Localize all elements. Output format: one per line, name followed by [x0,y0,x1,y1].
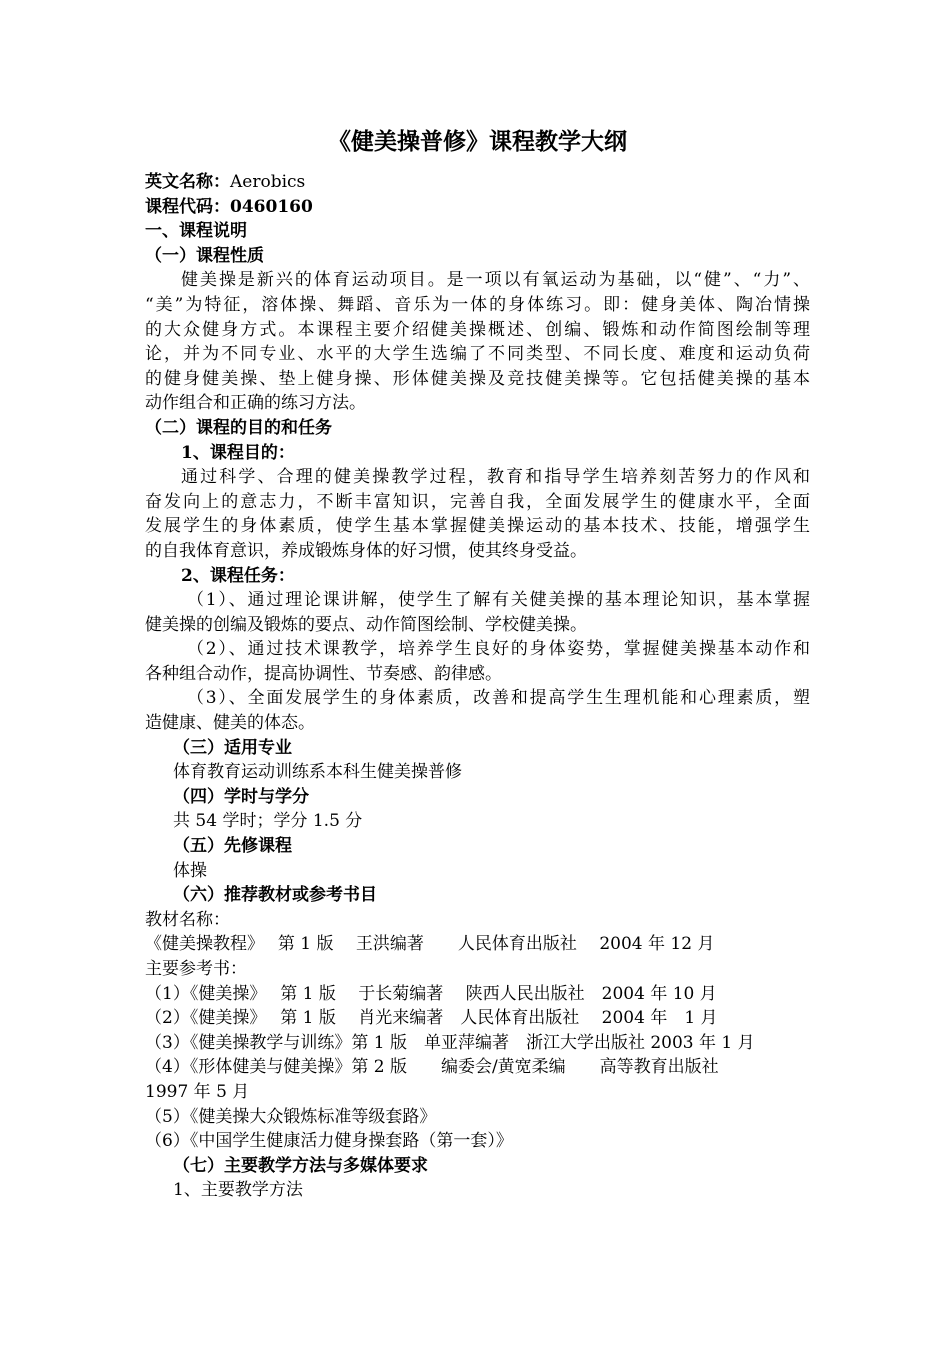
paragraph-line: 论，并为不同专业、水平的大学生选编了不同类型、不同长度、难度和运动负荷 [145,344,810,365]
heading-course-nature: （一）课程性质 [145,245,264,266]
teaching-methods-text: 1、主要教学方法 [173,1180,303,1201]
heading-recommended-books: （六）推荐教材或参考书目 [173,885,377,906]
paragraph-line: 动作组合和正确的练习方法。 [145,393,366,414]
task-line: 造健康、健美的体态。 [145,713,315,734]
reference-item: 1997 年 5 月 [145,1081,250,1102]
paragraph-line: 的大众健身方式。本课程主要介绍健美操概述、创编、锻炼和动作简图绘制等理 [145,319,810,340]
textbook-label: 教材名称： [145,909,230,930]
paragraph-line: 健美操是新兴的体育运动项目。是一项以有氧运动为基础，以“健”、“力”、 [181,270,810,291]
task-line: 各种组合动作，提高协调性、节奏感、韵律感。 [145,663,502,684]
reference-item: （5）《健美操大众锻炼标准等级套路》 [145,1106,437,1127]
reference-item: （1）《健美操》 第 1 版 于长菊编著 陕西人民出版社 2004 年 10 月 [145,983,717,1004]
course-code-value: 0460160 [230,196,313,217]
heading-applicable-major: （三）适用专业 [173,737,292,758]
heading-teaching-methods: （七）主要教学方法与多媒体要求 [173,1155,428,1176]
heading-prerequisites: （五）先修课程 [173,836,292,857]
english-name-value: Aerobics [230,172,306,192]
reference-item: （2）《健美操》 第 1 版 肖光来编著 人民体育出版社 2004 年 1 月 [145,1008,718,1029]
english-name-label: 英文名称： [145,172,230,192]
subheading-course-tasks: 2、课程任务： [181,565,295,586]
task-line: 健美操的创编及锻炼的要点、动作简图绘制、学校健美操。 [145,614,587,635]
subheading-course-purpose: 1、课程目的： [181,442,295,463]
applicable-major-text: 体育教育运动训练系本科生健美操普修 [173,762,462,783]
references-label: 主要参考书： [145,959,247,979]
paragraph-line: 通过科学、合理的健美操教学过程，教育和指导学生培养刻苦努力的作风和 [181,467,810,488]
course-code-label: 课程代码： [145,196,230,217]
document-title: 《健美操普修》课程教学大纲 [328,128,627,155]
english-name-line [145,170,810,195]
paragraph-line: 发展学生的身体素质，使学生基本掌握健美操运动的基本技术、技能，增强学生 [145,516,810,537]
hours-credits-text: 共 54 学时；学分 1.5 分 [173,811,363,832]
reference-item: （6）《中国学生健康活力健身操套路（第一套）》 [145,1131,513,1152]
task-line: （1）、通过理论课讲解，使学生了解有关健美操的基本理论知识，基本掌握 [187,590,810,611]
course-code-line [145,195,810,220]
section-heading-course-description: 一、课程说明 [145,221,247,242]
textbook-entry: 《健美操教程》 第 1 版 王洪编著 人民体育出版社 2004 年 12 月 [145,934,715,955]
document-body [145,126,810,1203]
paragraph-line: 奋发向上的意志力，不断丰富知识，完善自我，全面发展学生的健康水平，全面 [145,491,810,512]
task-line: （3）、全面发展学生的身体素质，改善和提高学生生理机能和心理素质，塑 [187,688,810,709]
paragraph-line: 的健身健美操、垫上健身操、形体健美操及竞技健美操等。它包括健美操的基本 [145,368,810,389]
paragraph-line: 的自我体育意识，养成锻炼身体的好习惯，使其终身受益。 [145,540,587,561]
prerequisites-text: 体操 [173,860,207,881]
reference-item: （3）《健美操教学与训练》第 1 版 单亚萍编著 浙江大学出版社 2003 年 1 月 [145,1032,755,1053]
paragraph-line: “美”为特征，溶体操、舞蹈、音乐为一体的身体练习。即：健身美体、陶冶情操 [145,294,810,315]
heading-purpose-and-tasks: （二）课程的目的和任务 [145,417,332,438]
task-line: （2）、通过技术课教学，培养学生良好的身体姿势，掌握健美操基本动作和 [187,639,810,660]
heading-hours-credits: （四）学时与学分 [173,786,309,807]
reference-item: （4）《形体健美与健美操》第 2 版 编委会/黄宽柔编 高等教育出版社 [145,1057,719,1078]
